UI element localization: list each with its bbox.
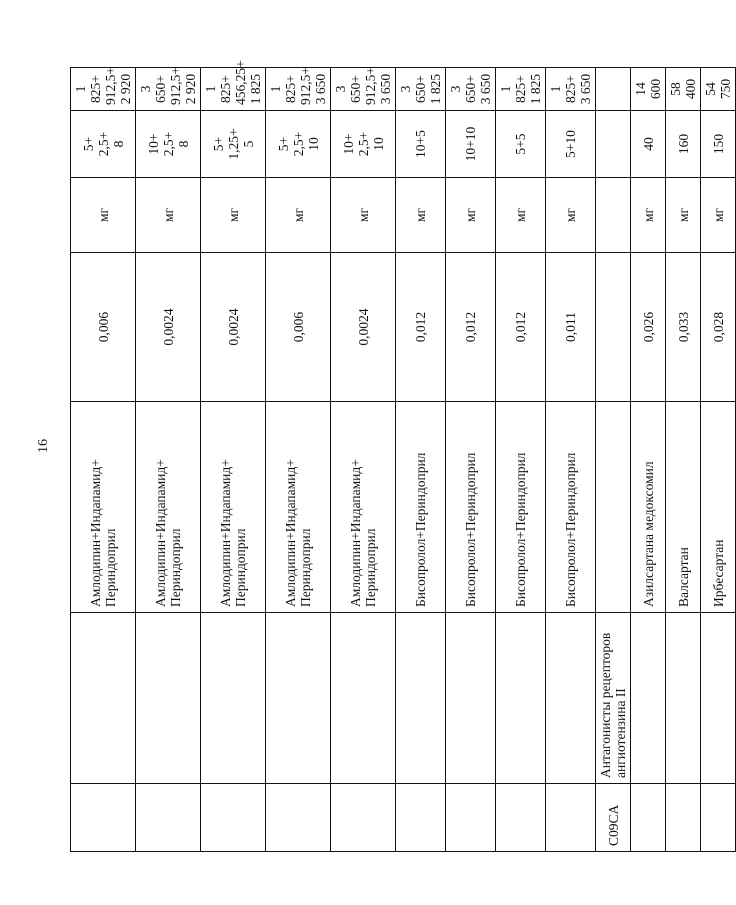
table-row	[596, 68, 631, 852]
atc-code-cell	[446, 784, 496, 852]
table-row	[631, 68, 666, 852]
ddd-value-text: 0,0024	[355, 308, 371, 346]
ddd-value-cell	[201, 253, 266, 402]
ddd-value-cell	[701, 253, 736, 402]
dose-text: 40	[640, 137, 656, 151]
unit-text: мг	[463, 207, 478, 223]
drug-name-cell	[71, 402, 136, 613]
drug-name-text: Амлодипин+Индапамид+ Периндоприл	[153, 459, 183, 607]
unit-cell	[446, 178, 496, 253]
drug-name-text: Амлодипин+Индапамид+ Периндоприл	[88, 459, 118, 607]
drug-name-text: Ирбесартан	[710, 539, 726, 607]
unit-cell	[631, 178, 666, 253]
dose-text: 5+ 1,25+ 5	[210, 128, 256, 160]
unit-text: мг	[675, 207, 691, 223]
dose-cell	[496, 111, 546, 178]
units-count-cell	[396, 68, 446, 111]
unit-text: мг	[513, 207, 528, 223]
unit-text: мг	[95, 207, 111, 223]
dose-text: 5+ 2,5+ 8	[80, 131, 126, 157]
units-count-cell	[496, 68, 546, 111]
table-sheet	[70, 60, 733, 852]
group-name-text: Антагонисты рецепторов ангиотензина II	[598, 632, 628, 778]
dose-cell	[631, 111, 666, 178]
dose-cell	[201, 111, 266, 178]
drug-name-cell	[396, 402, 446, 613]
units-count-text: 1 825+ 3 650	[548, 73, 593, 105]
drug-name-text: Амлодипин+Индапамид+ Периндоприл	[348, 459, 378, 607]
ddd-value-text: 0,006	[95, 311, 111, 343]
unit-text: мг	[710, 207, 726, 223]
dose-cell	[546, 111, 596, 178]
drug-table	[70, 60, 736, 852]
dose-cell	[446, 111, 496, 178]
table-row	[446, 68, 496, 852]
drug-name-cell	[446, 402, 496, 613]
dose-text: 150	[710, 133, 726, 155]
dose-text: 10+10	[463, 126, 478, 162]
drug-name-cell	[701, 402, 736, 613]
drug-name-cell	[596, 402, 631, 613]
table-row	[666, 68, 701, 852]
table-row	[331, 68, 396, 852]
units-count-text: 58 400	[668, 78, 698, 100]
dose-cell	[701, 111, 736, 178]
table-row	[136, 68, 201, 852]
units-count-cell	[331, 68, 396, 111]
dose-cell	[596, 111, 631, 178]
ddd-value-text: 0,012	[513, 311, 528, 343]
ddd-value-text: 0,006	[290, 311, 306, 343]
ddd-value-cell	[331, 253, 396, 402]
unit-text: мг	[355, 207, 371, 223]
group-name-cell	[496, 613, 546, 784]
ddd-value-cell	[666, 253, 701, 402]
table-row	[266, 68, 331, 852]
ddd-value-cell	[396, 253, 446, 402]
atc-code-cell	[546, 784, 596, 852]
drug-name-text: Амлодипин+Индапамид+ Периндоприл	[218, 459, 248, 607]
units-count-cell	[266, 68, 331, 111]
drug-name-cell	[496, 402, 546, 613]
ddd-value-cell	[136, 253, 201, 402]
atc-code-cell	[701, 784, 736, 852]
drug-name-cell	[631, 402, 666, 613]
atc-code-cell	[201, 784, 266, 852]
ddd-value-cell	[496, 253, 546, 402]
atc-code-cell	[266, 784, 331, 852]
ddd-value-text: 0,012	[413, 311, 428, 343]
table-row	[396, 68, 446, 852]
dose-text: 160	[675, 133, 691, 155]
group-name-cell	[701, 613, 736, 784]
table-row	[201, 68, 266, 852]
units-count-cell	[201, 60, 266, 111]
ddd-value-text: 0,028	[710, 311, 726, 343]
dose-text: 10+5	[413, 130, 428, 158]
ddd-value-cell	[596, 253, 631, 402]
group-name-cell	[631, 613, 666, 784]
units-count-text: 1 825+ 456,25+ 1 825	[203, 60, 263, 105]
drug-name-text: Бисопролол+Периндоприл	[513, 452, 528, 607]
atc-code-text: C09CA	[605, 804, 621, 846]
drug-name-text: Бисопролол+Периндоприл	[563, 452, 578, 607]
drug-name-cell	[666, 402, 701, 613]
atc-code-cell	[666, 784, 701, 852]
dose-text: 5+10	[563, 130, 578, 158]
dose-cell	[266, 111, 331, 178]
unit-text: мг	[413, 207, 428, 223]
drug-name-text: Амлодипин+Индапамид+ Периндоприл	[283, 459, 313, 607]
units-count-text: 3 650+ 912,5+ 2 920	[138, 67, 198, 105]
drug-name-cell	[201, 402, 266, 613]
ddd-value-cell	[266, 253, 331, 402]
unit-cell	[496, 178, 546, 253]
atc-code-cell	[496, 784, 546, 852]
unit-cell	[701, 178, 736, 253]
dose-text: 10+ 2,5+ 10	[340, 131, 386, 157]
page-number: 16	[36, 439, 51, 453]
ddd-value-cell	[631, 253, 666, 402]
dose-cell	[136, 111, 201, 178]
table-row	[701, 68, 736, 852]
units-count-text: 3 650+ 3 650	[448, 73, 493, 105]
group-name-cell	[71, 613, 136, 784]
units-count-text: 14 600	[633, 78, 663, 100]
table-row	[71, 68, 136, 852]
group-name-cell	[331, 613, 396, 784]
unit-cell	[71, 178, 136, 253]
table-row	[496, 68, 546, 852]
group-name-cell	[136, 613, 201, 784]
drug-name-text: Бисопролол+Периндоприл	[463, 452, 478, 607]
dose-cell	[666, 111, 701, 178]
unit-cell	[666, 178, 701, 253]
dose-text: 10+ 2,5+ 8	[145, 131, 191, 157]
units-count-cell	[546, 68, 596, 111]
drug-name-cell	[331, 402, 396, 613]
units-count-cell	[666, 68, 701, 111]
group-name-cell	[396, 613, 446, 784]
group-name-cell	[201, 613, 266, 784]
dose-cell	[71, 111, 136, 178]
unit-cell	[331, 178, 396, 253]
dose-cell	[331, 111, 396, 178]
unit-cell	[201, 178, 266, 253]
drug-name-cell	[266, 402, 331, 613]
units-count-cell	[136, 68, 201, 111]
units-count-cell	[631, 68, 666, 111]
units-count-text: 1 825+ 912,5+ 3 650	[268, 67, 328, 105]
rotated-table-wrapper	[70, 60, 733, 852]
atc-code-cell	[136, 784, 201, 852]
atc-code-cell	[596, 784, 631, 852]
unit-cell	[396, 178, 446, 253]
atc-code-cell	[71, 784, 136, 852]
unit-text: мг	[640, 207, 656, 223]
units-count-cell	[701, 68, 736, 111]
group-name-cell	[266, 613, 331, 784]
ddd-value-cell	[546, 253, 596, 402]
unit-text: мг	[563, 207, 578, 223]
dose-text: 5+ 2,5+ 10	[275, 131, 321, 157]
ddd-value-text: 0,012	[463, 311, 478, 343]
drug-name-text: Азилсартана медоксомил	[640, 461, 656, 607]
ddd-value-text: 0,0024	[160, 308, 176, 346]
drug-name-text: Валсартан	[675, 547, 691, 607]
ddd-value-cell	[71, 253, 136, 402]
group-name-cell	[596, 613, 631, 784]
group-name-cell	[546, 613, 596, 784]
drug-name-cell	[136, 402, 201, 613]
units-count-text: 1 825+ 1 825	[498, 73, 543, 105]
atc-code-cell	[331, 784, 396, 852]
ddd-value-text: 0,026	[640, 311, 656, 343]
drug-name-cell	[546, 402, 596, 613]
unit-text: мг	[225, 207, 241, 223]
unit-text: мг	[290, 207, 306, 223]
group-name-cell	[446, 613, 496, 784]
ddd-value-text: 0,033	[675, 311, 691, 343]
atc-code-cell	[631, 784, 666, 852]
units-count-cell	[71, 68, 136, 111]
units-count-text: 3 650+ 912,5+ 3 650	[333, 67, 393, 105]
group-name-cell	[666, 613, 701, 784]
atc-code-cell	[396, 784, 446, 852]
ddd-value-text: 0,011	[563, 312, 578, 342]
unit-cell	[546, 178, 596, 253]
units-count-text: 3 650+ 1 825	[398, 73, 443, 105]
ddd-value-text: 0,0024	[225, 308, 241, 346]
drug-name-text: Бисопролол+Периндоприл	[413, 452, 428, 607]
units-count-text: 1 825+ 912,5+ 2 920	[73, 67, 133, 105]
ddd-value-cell	[446, 253, 496, 402]
unit-cell	[266, 178, 331, 253]
units-count-cell	[446, 68, 496, 111]
dose-cell	[396, 111, 446, 178]
unit-cell	[596, 178, 631, 253]
table-row	[546, 68, 596, 852]
units-count-text: 54 750	[703, 78, 733, 100]
units-count-cell	[596, 68, 631, 111]
unit-cell	[136, 178, 201, 253]
dose-text: 5+5	[513, 133, 528, 155]
unit-text: мг	[160, 207, 176, 223]
